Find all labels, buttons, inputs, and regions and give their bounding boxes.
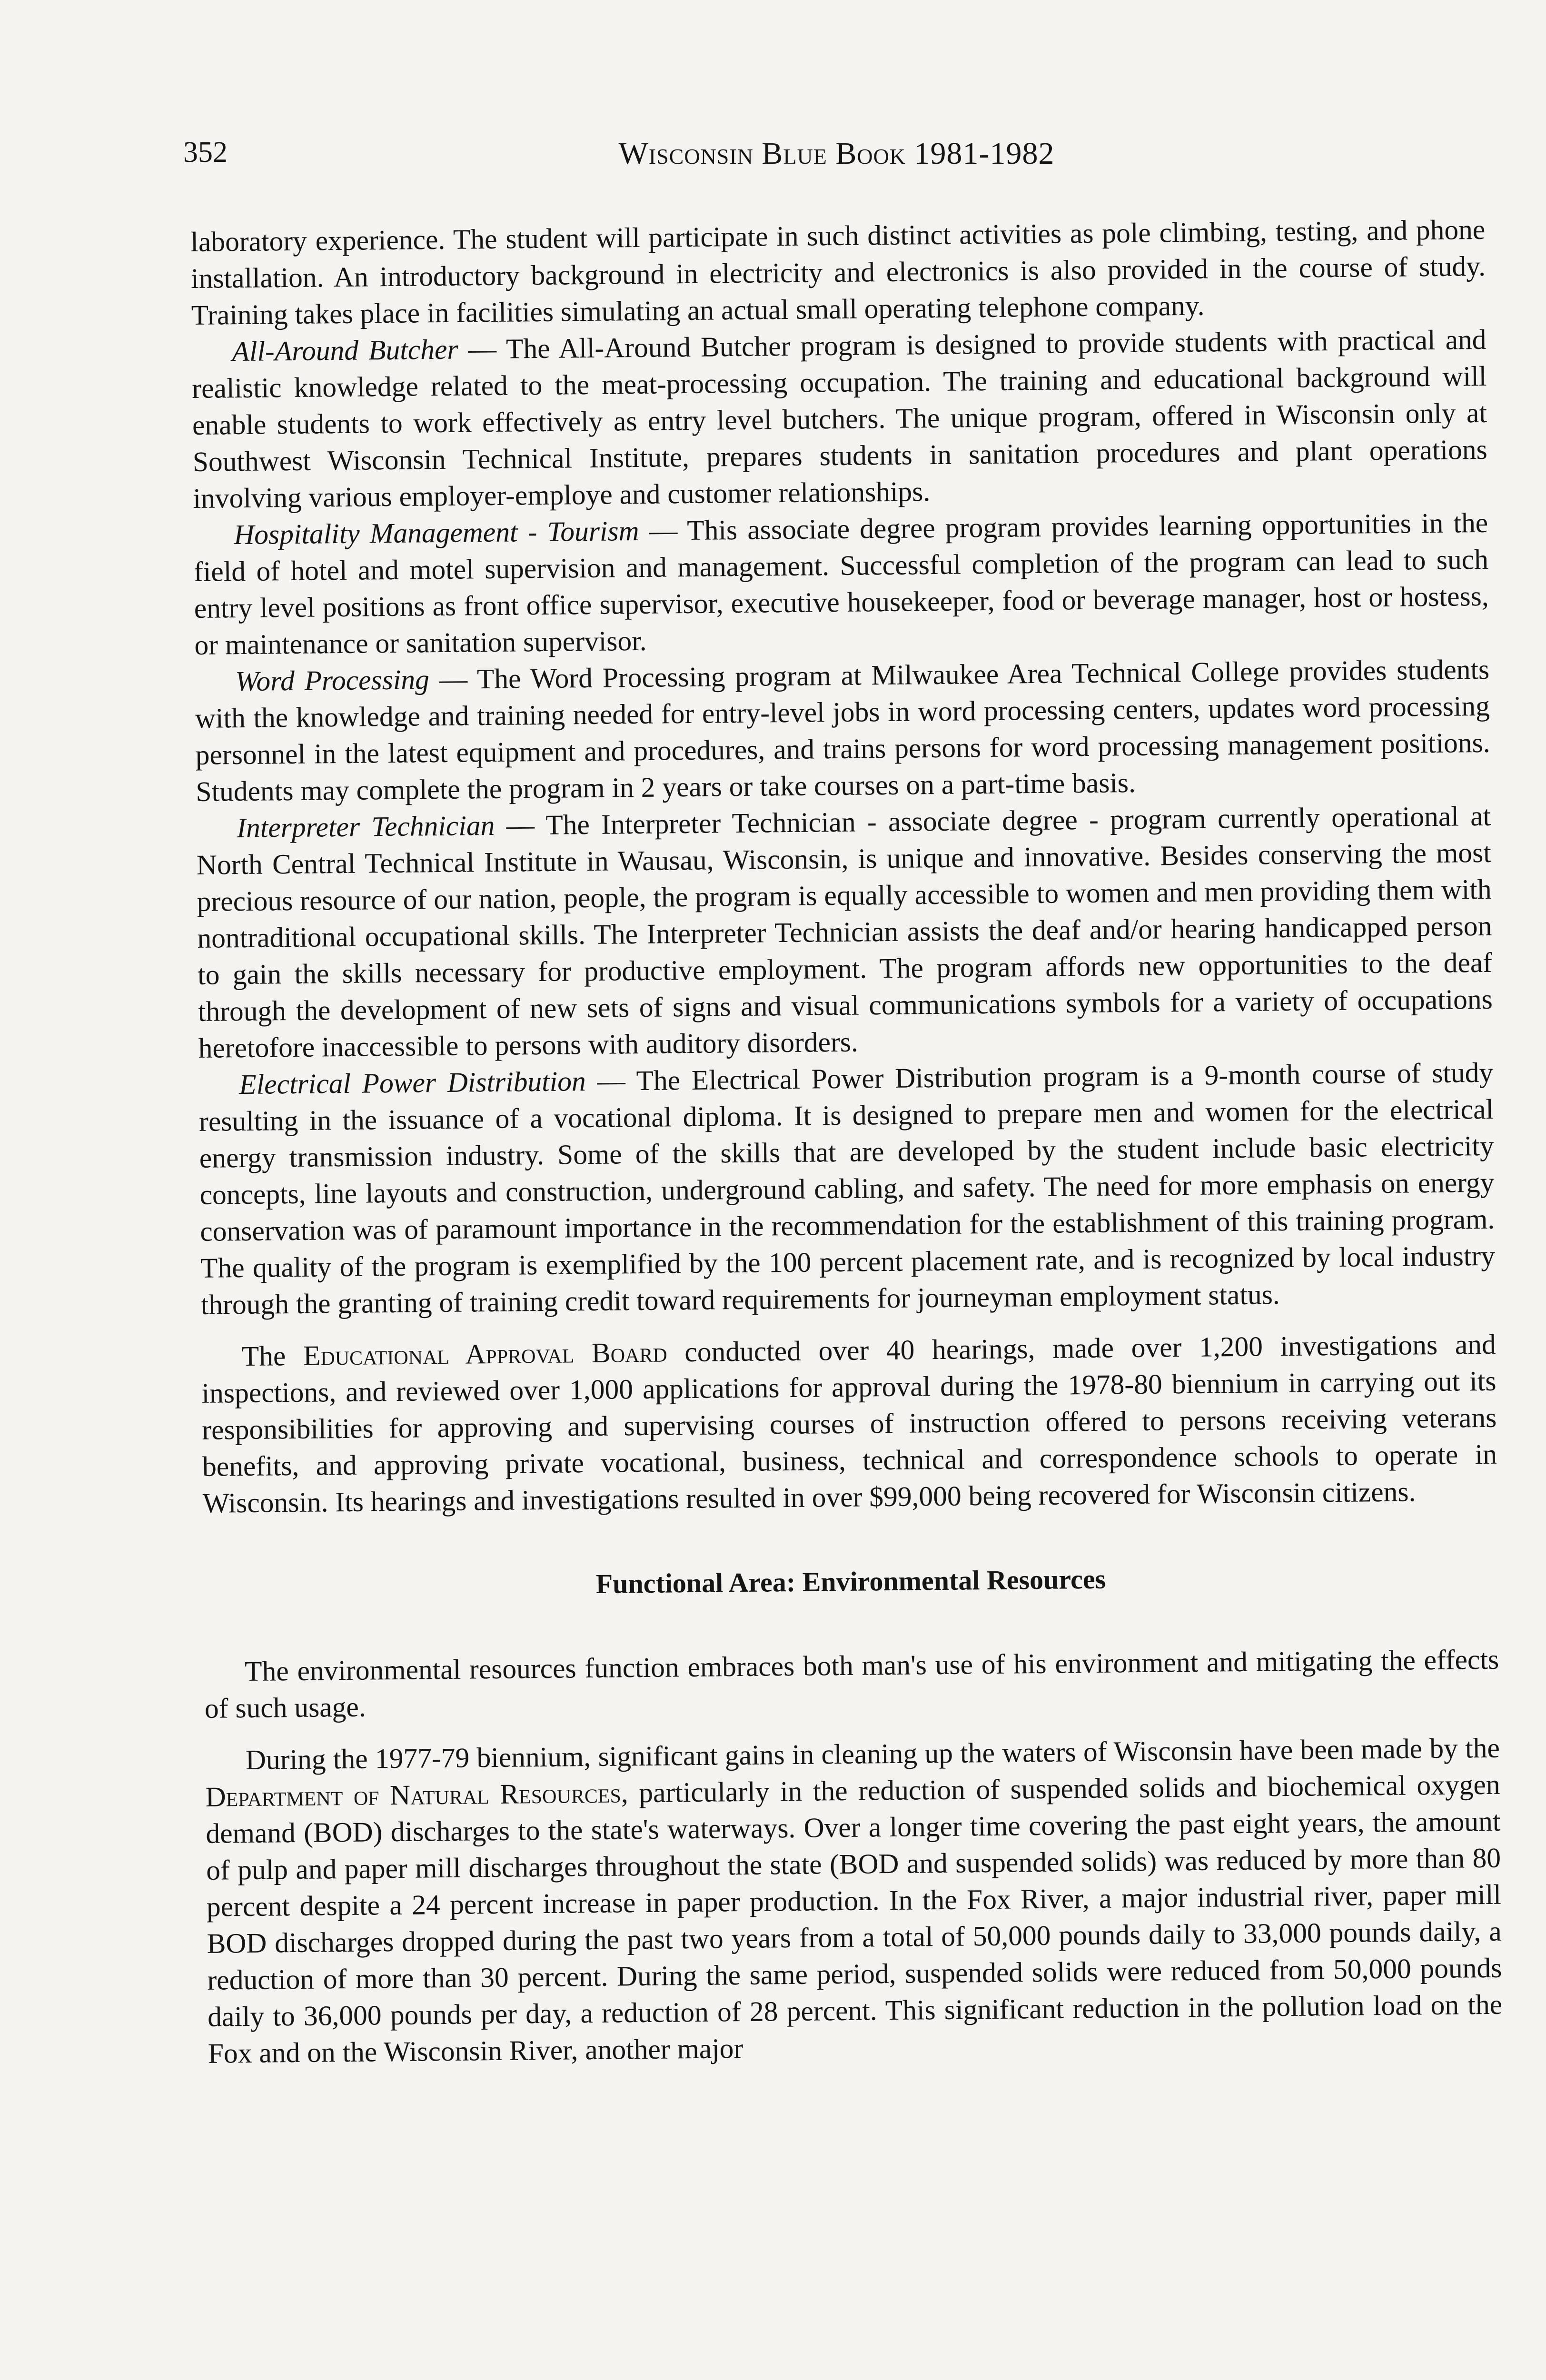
program-term: Hospitality Management - Tourism	[233, 515, 639, 551]
paragraph-text: — The Electrical Power Distribution program is a 9-month course of study resulting in the issuance of a vocational diploma. It is designed to prepare men and women for the electrical energy transmission industry. Some of the skills that are developed by the student include basic electricity concepts, line layouts and construction, underground cabling, and safety. The need for more emphasis on energy conservation was of paramount importance in the recommendation for the establishment of this training program. The quality of the program is exemplified by the 100 percent placement rate, and is recognized by local industry through the granting of training credit toward requirements for journeyman employment status.	[198, 1056, 1496, 1320]
page-number: 352	[183, 136, 228, 169]
paragraph-telephone-continued	[190, 211, 1486, 334]
program-term: Word Processing	[235, 664, 430, 697]
paragraph-text: The environmental resources function embraces both man's use of his environment and mitigating the effects of such usage.	[204, 1643, 1499, 1724]
page-header	[183, 136, 1490, 178]
paragraph-hospitality-management	[193, 505, 1489, 664]
paragraph-interpreter-technician	[196, 798, 1493, 1067]
section-heading: Functional Area: Environmental Resources	[595, 1563, 1106, 1599]
paragraph-word-processing	[195, 651, 1491, 810]
paragraph-dnr-water-cleanup	[205, 1730, 1503, 2072]
paragraph-text: , particularly in the reduction of suspended solids and biochemical oxygen demand (BOD) discharges to the state's waterways. Over a longer time covering the past eight years, the amount of pulp and paper mill discharges throughout the state (BOD and suspended solids) was reduced by more than 80 percent despite a 24 percent increase in paper production. In the Fox River, a major industrial river, paper mill BOD discharges dropped during the past two years from a total of 50,000 pounds daily to 33,000 pounds daily, a reduction of more than 30 percent. During the same period, suspended solids were reduced from 50,000 pounds daily to 36,000 pounds per day, a reduction of 28 percent. This significant reduction in the pollution load on the Fox and on the Wisconsin River, another major	[206, 1768, 1503, 2069]
program-term: Interpreter Technician	[236, 809, 495, 844]
paragraph-lead: The	[241, 1339, 304, 1372]
paragraph-environmental-function	[204, 1641, 1499, 1727]
paragraph-text: — The Word Processing program at Milwaukee Area Technical College provides students with the knowledge and training needed for entry-level jobs in word processing centers, updates word processing personnel in the latest equipment and procedures, and trains persons for word processing management positions. Students may complete the program in 2 years or take courses on a part-time basis.	[195, 653, 1490, 807]
paragraph-all-around-butcher	[191, 321, 1488, 517]
agency-name: Educational Approval Board	[303, 1336, 667, 1371]
paragraph-text: — The Interpreter Technician - associate degree - program currently operational at North Central Technical Institute in Wausau, Wisconsin, is unique and innovative. Besides conserving the most precious resource of our nation, people, the program is equally accessible to women and men providing them with nontraditional occupational skills. The Interpreter Technician assists the deaf and/or hearing handicapped person to gain the skills necessary for productive employment. The program affords new opportunities to the deaf through the development of new sets of signs and visual communications symbols for a variety of occupations heretofore inaccessible to persons with auditory disorders.	[196, 800, 1493, 1064]
paragraph-text: laboratory experience. The student will participate in such distinct activities as pole climbing, testing, and phone installation. An introductory background in electricity and electronics is also provided in the course of study. Training takes place in facilities simulating an actual small operating telephone company.	[190, 213, 1486, 331]
paragraph-educational-approval-board	[201, 1326, 1497, 1522]
paragraph-text: — The All-Around Butcher program is designed to provide students with practical and realistic knowledge related to the meat-processing occupation. The training and educational background will enable students to work effectively as entry level butchers. The unique program, offered in Wisconsin only at Southwest Wisconsin Technical Institute, prepares students in sanitation procedures and plant operations involving various employer-employe and customer relationships.	[192, 323, 1487, 514]
paragraph-electrical-power-distribution	[198, 1054, 1496, 1323]
program-term: All-Around Butcher	[232, 333, 458, 367]
paragraph-text: conducted over 40 hearings, made over 1,200 investigations and inspections, and reviewed over 1,000 applications for approval during the 1978-80 biennium in carrying out its responsibilities for approving and supervising courses of instruction offered to persons receiving veterans benefits, and approving private vocational, business, technical and correspondence schools to operate in Wisconsin. Its hearings and investigations resulted in over $99,000 being recovered for Wisconsin citizens.	[201, 1328, 1497, 1519]
program-term: Electrical Power Distribution	[239, 1065, 586, 1101]
paragraph-text: — This associate degree program provides learning opportunities in the field of hotel and motel supervision and management. Successful completion of the program can lead to such entry level positions as front office supervisor, executive housekeeper, food or beverage manager, host or hostess, or maintenance or sanitation supervisor.	[193, 506, 1489, 661]
paragraph-lead: During the 1977-79 biennium, significant gains in cleaning up the waters of Wisconsin have been made by the	[245, 1732, 1500, 1776]
agency-name: Department of Natural Resources	[205, 1777, 622, 1813]
running-title: Wisconsin Blue Book 1981-1982	[618, 136, 1055, 171]
body-text	[190, 211, 1503, 2072]
